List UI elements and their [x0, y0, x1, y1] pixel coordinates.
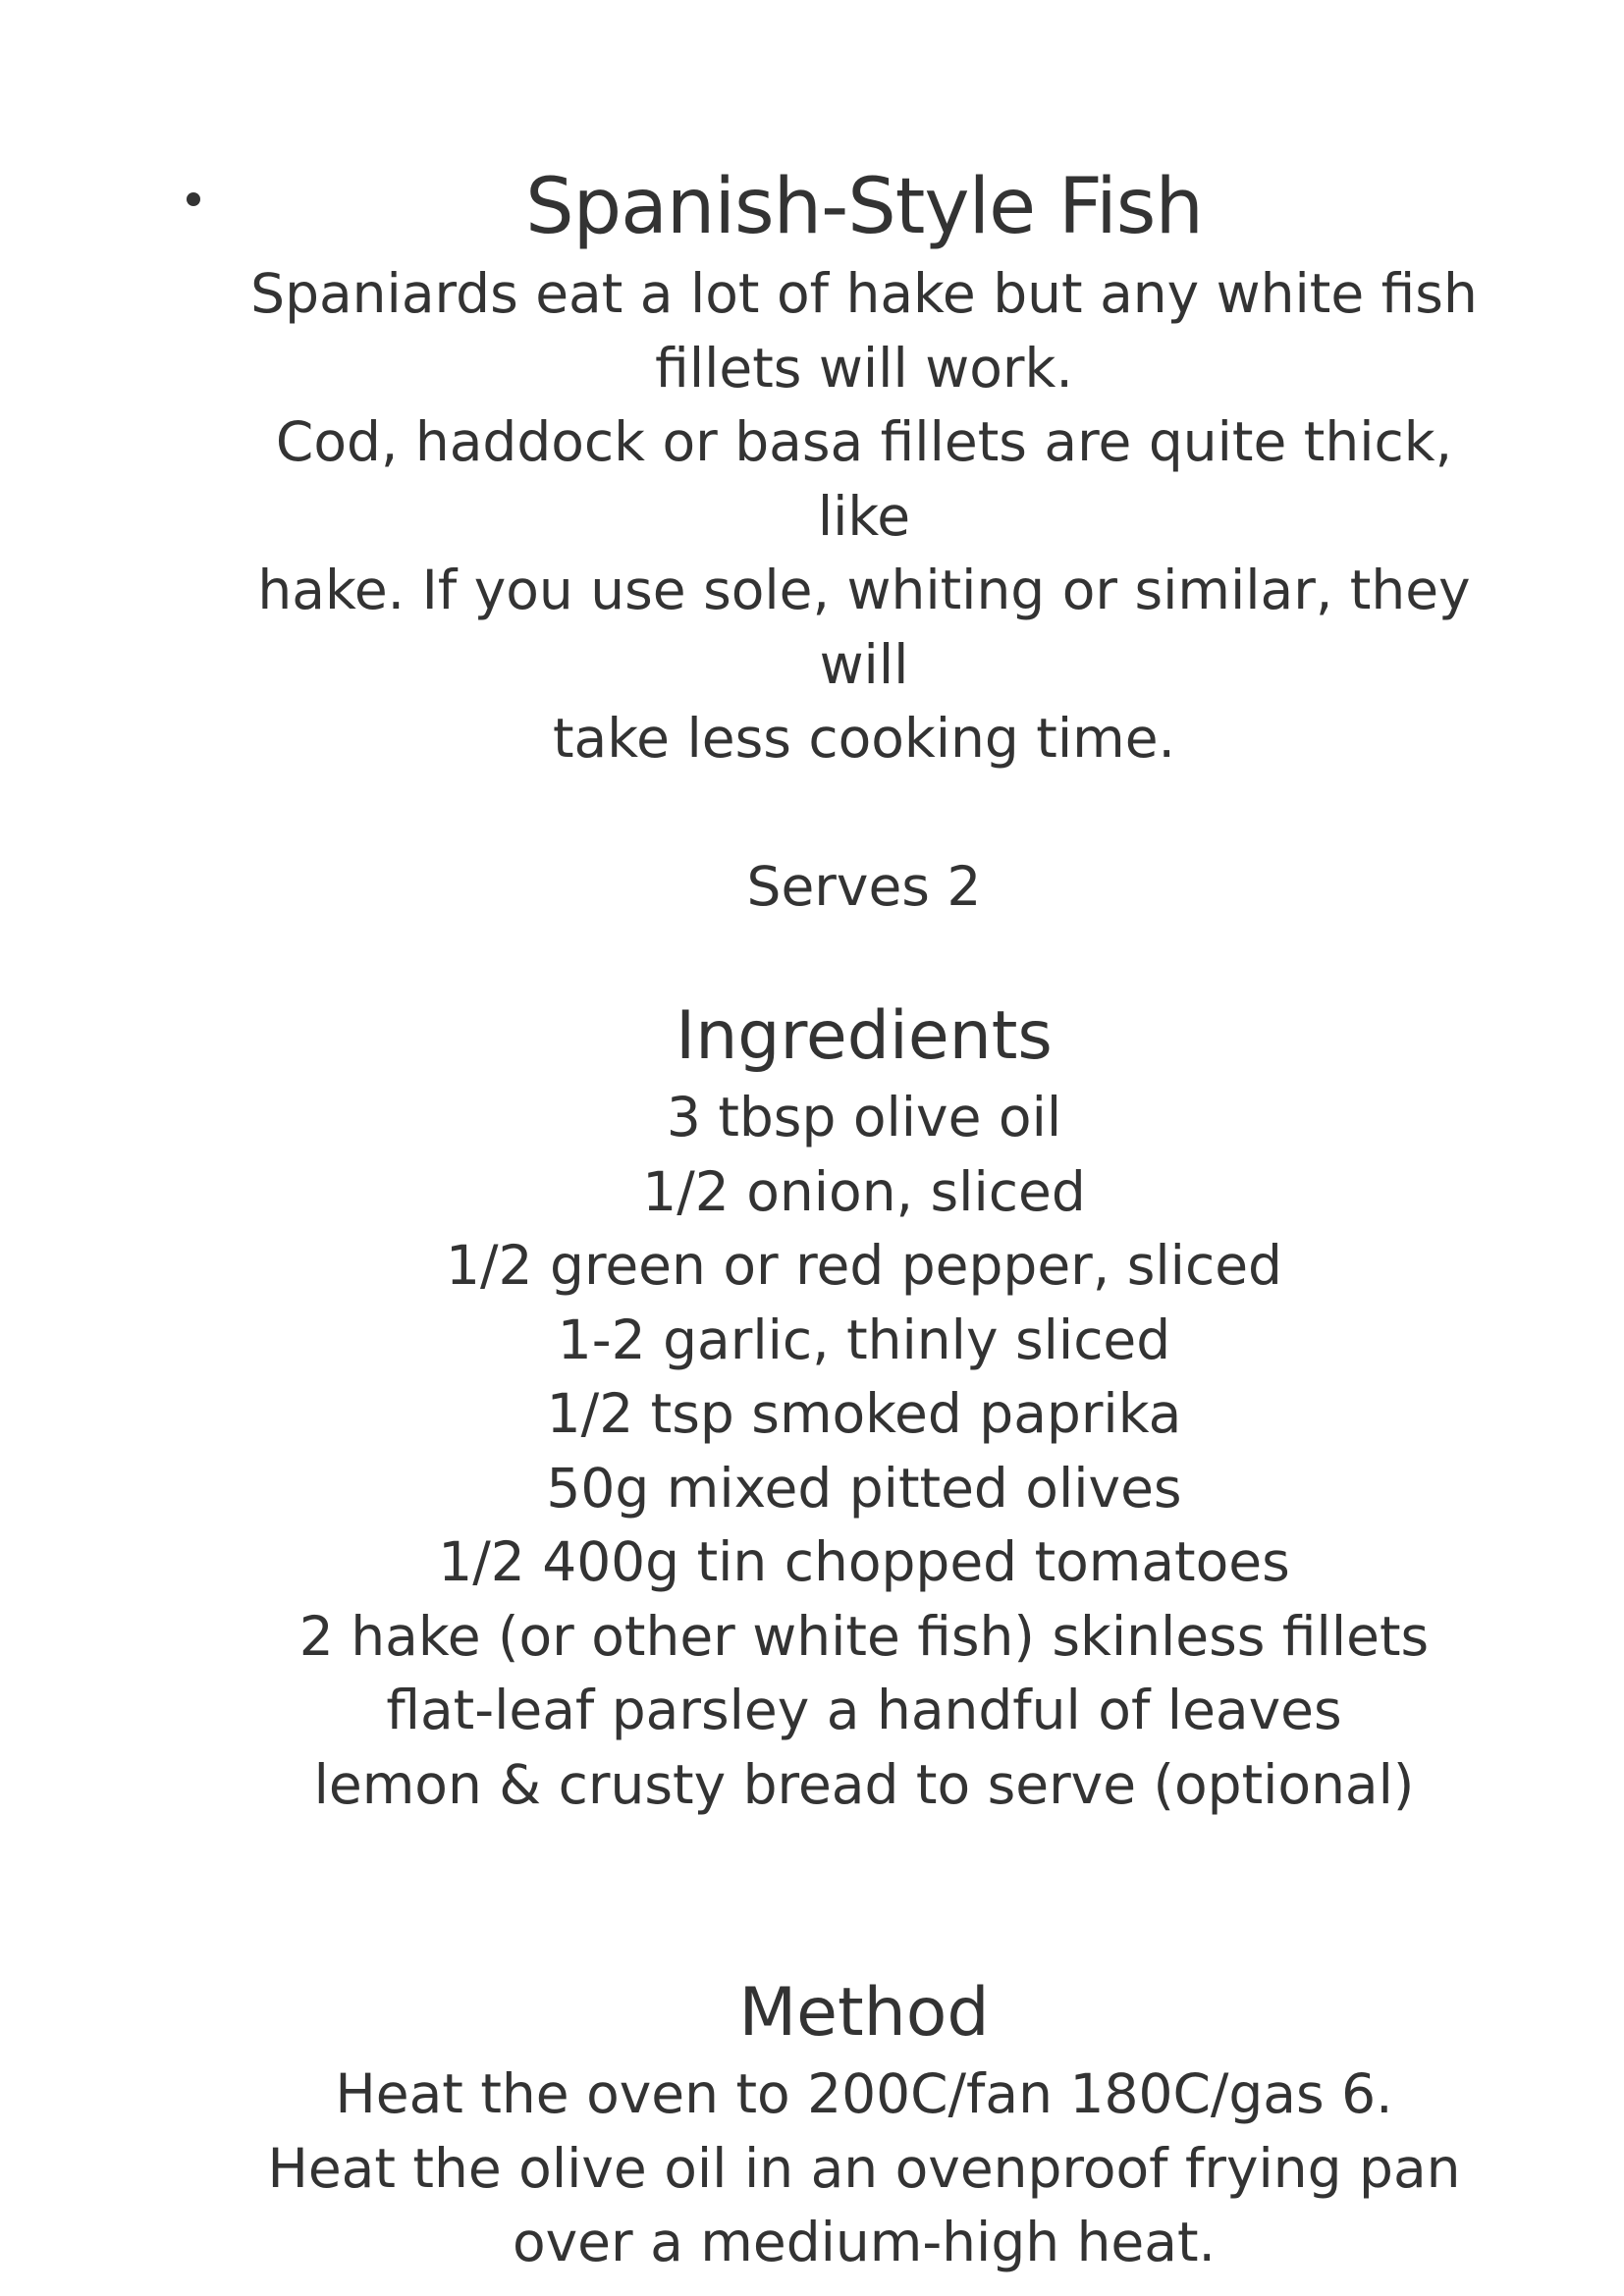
list-item: flat-leaf parsley a handful of leaves [386, 1679, 1342, 1741]
serves-text: Serves 2 [746, 854, 982, 918]
method-line: Heat the oven to 200C/fan 180C/gas 6. [335, 2062, 1393, 2125]
method-heading: Method [738, 1974, 990, 2052]
list-item: 50g mixed pitted olives [546, 1456, 1182, 1520]
list-bullet [187, 192, 200, 206]
intro-line: Cod, haddock or basa fillets are quite thick, like [275, 410, 1453, 548]
intro-line: take less cooking time. [552, 707, 1176, 770]
list-item: 3 tbsp olive oil [666, 1086, 1062, 1148]
list-item: 1/2 onion, sliced [642, 1159, 1086, 1223]
intro-line: fillets will work. [655, 336, 1073, 400]
list-item: 1/2 green or red pepper, sliced [446, 1234, 1282, 1297]
list-item: 1/2 400g tin chopped tomatoes [438, 1530, 1290, 1593]
intro-line: hake. If you use sole, whiting or similar, they will [257, 559, 1471, 696]
recipe-title: Spanish-Style Fish [525, 163, 1203, 251]
method-text [226, 2057, 1502, 2280]
list-item: lemon & crusty bread to serve (optional) [313, 1752, 1415, 1816]
method-line: over a medium-high heat. [512, 2211, 1217, 2273]
spacer [226, 924, 1502, 992]
intro-text [226, 257, 1502, 776]
list-item: 2 hake (or other white fish) skinless fillets [298, 1604, 1430, 1668]
ingredients-heading: Ingredients [676, 997, 1053, 1075]
spacer [226, 1822, 1502, 1969]
intro-line: Spaniards eat a lot of hake but any white fish [250, 262, 1478, 325]
spacer [226, 776, 1502, 850]
list-item: 1/2 tsp smoked paprika [546, 1382, 1182, 1445]
method-line: Heat the olive oil in an ovenproof frying pan [267, 2136, 1461, 2200]
ingredients-list [226, 1081, 1502, 1822]
recipe [226, 157, 1502, 2280]
list-item: 1-2 garlic, thinly sliced [557, 1308, 1171, 1371]
